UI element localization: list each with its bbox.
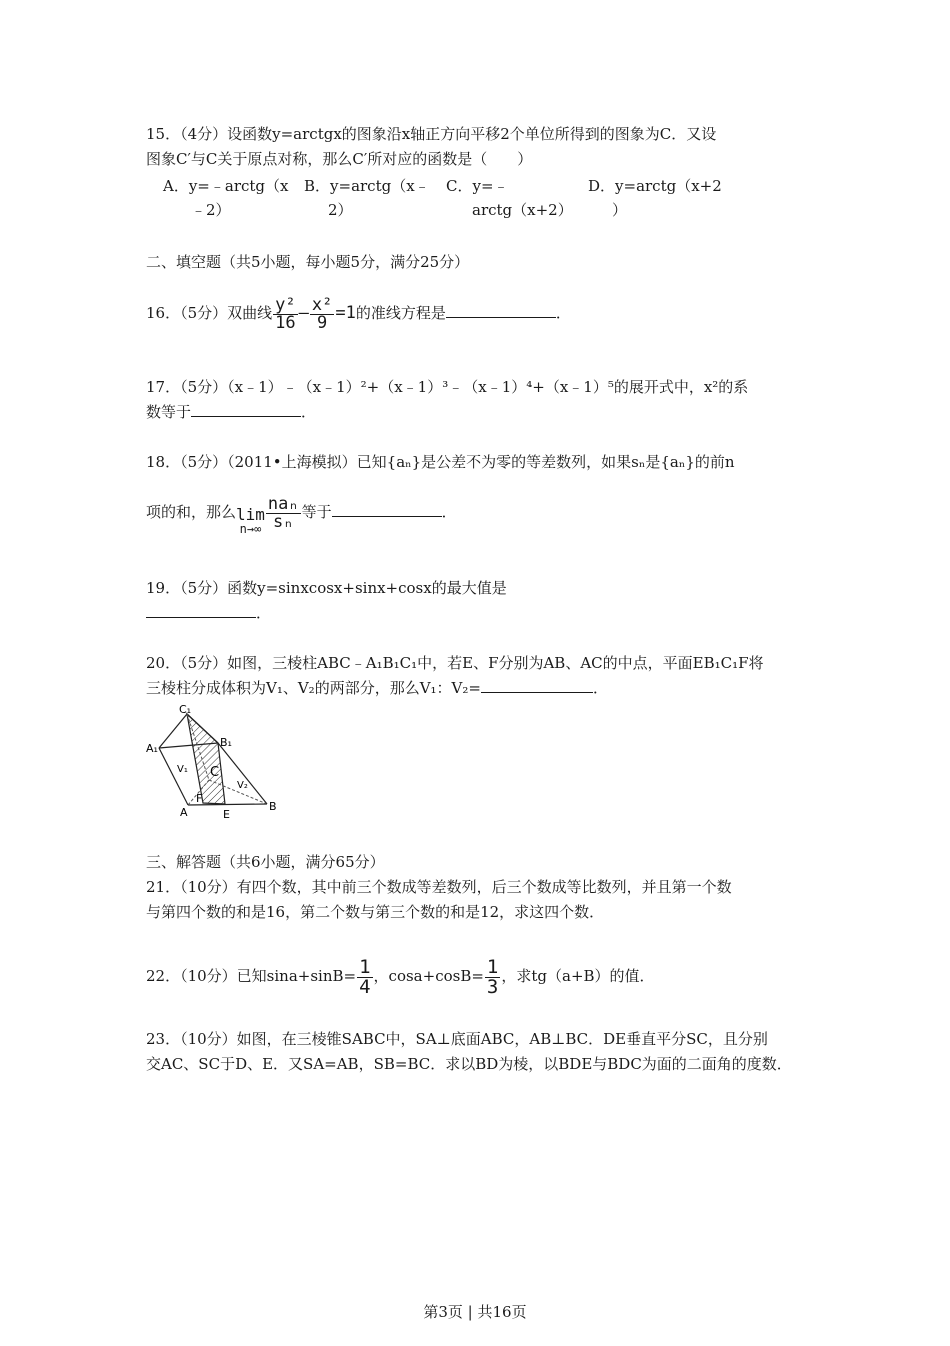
edge-a1c1 [159,714,187,748]
q18-line1: 18．（5分）（2011•上海模拟）已知{aₙ}是公差不为零的等差数列，如果sₙ是{aₙ}的前n [146,453,735,471]
label-b1: B₁ [220,736,232,749]
q15-option-c: C．y=﹣ arctg（x+2） [446,177,573,219]
q15-option-b: B．y=arctg（x﹣ 2） [304,177,430,219]
q19-line2: ． [146,601,816,626]
q17-answer-blank [191,400,301,417]
q17-line2: 数等于 ． [146,400,816,425]
label-a1: A₁ [146,742,158,755]
q19-answer-blank [146,601,256,618]
label-v1: V₁ [177,764,188,775]
q19-line1: 19．（5分）函数y=sinxcosx+sinx+cosx的最大值是 [146,579,507,597]
q17-line1: 17．（5分）（x﹣1）﹣（x﹣1）²+（x﹣1）³﹣（x﹣1）⁴+（x﹣1）⁵的展开式中，x²的系 [146,378,749,396]
q23-line2: 交AC、SC于D、E．又SA=AB，SB=BC．求以BD为棱，以BDE与BDC为面的二面角的度数． [146,1055,792,1073]
page-footer: 第3页 | 共16页 [423,1303,527,1321]
edge-aa1 [159,748,188,805]
label-a: A [180,806,188,819]
q16: 16．（5分）双曲线 $\frac{\text{y²}}{16}$ – $\frac{\text{x²}}{9}$ =1的准线方程是 ． [146,294,571,333]
section-3-heading: 三、解答题（共6小题，满分65分） [146,853,385,871]
q18-limit: lim n→∞ [236,504,265,537]
label-c1: C₁ [179,703,192,716]
q15-line1: 15．（4分）设函数y=arctgx的图象沿x轴正方向平移2个单位所得到的图象为C．又设 [146,125,717,143]
q22-fraction-cos: $\frac{1}{3}$ [486,955,499,998]
q16-answer-blank [446,301,556,318]
label-b: B [269,800,277,813]
q20-answer-blank [481,676,593,693]
q22: 22．（10分）已知sina+sinB= $\frac{1}{4}$ ，cosa+cosB= $\frac{1}{3}$ ，求tg（a+B）的值． [146,955,655,998]
q15-option-a: A．y=﹣arctg（x ﹣2） [163,177,289,219]
label-c: C [210,765,220,780]
cutting-plane [187,714,225,804]
label-e: E [223,808,230,821]
q20-line2: 三棱柱分成体积为V₁、V₂的两部分，那么V₁：V₂= ． [146,676,816,701]
q16-fraction-y: $\frac{\text{y²}}{16}$ [275,294,296,333]
q21-line2: 与第四个数的和是16，第二个数与第三个数的和是12，求这四个数． [146,903,605,921]
label-v2: V₂ [237,780,248,791]
edge-bb1 [218,743,267,804]
q15-option-d: D．y=arctg（x+2 ） [588,177,722,219]
prism-figure [146,702,286,826]
q16-fraction-x: $\frac{\text{x²}}{9}$ [311,294,333,333]
q18-fraction: $\frac{\text{naₙ}}{\text{sₙ}}$ [267,493,299,532]
label-f: F [196,792,203,805]
q20-line1: 20．（5分）如图，三棱柱ABC﹣A₁B₁C₁中，若E、F分别为AB、AC的中点，平面EB₁C₁F将 [146,654,764,672]
q21-line1: 21．（10分）有四个数，其中前三个数成等差数列，后三个数成等比数列，并且第一个数 [146,878,732,896]
q15-line2: 图象C′与C关于原点对称，那么C′所对应的函数是（ ） [146,150,533,168]
section-2-heading: 二、填空题（共5小题，每小题5分，满分25分） [146,253,470,271]
q18-answer-blank [332,500,442,517]
q22-fraction-sin: $\frac{1}{4}$ [359,955,371,998]
q23-line1: 23．（10分）如图，在三棱锥SABC中，SA⊥底面ABC，AB⊥BC．DE垂直平分SC，且分别 [146,1030,768,1048]
q18-line2: 项的和，那么 lim n→∞ $\frac{\text{naₙ}}{\text{sₙ}}$ 等于 ． [146,493,457,537]
